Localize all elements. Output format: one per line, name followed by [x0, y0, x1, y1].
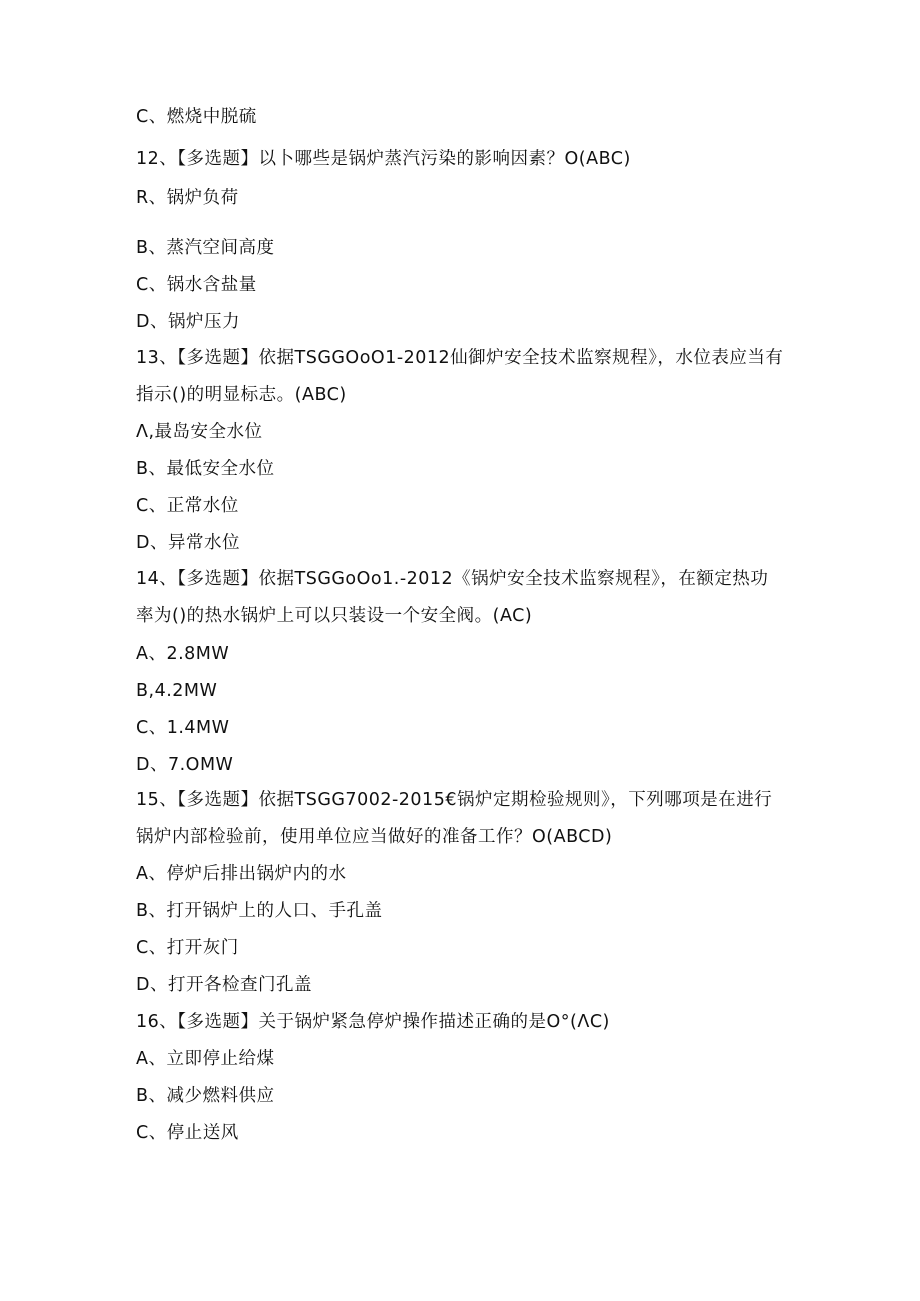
option-b-q16: B、减少燃料供应: [136, 1086, 275, 1106]
option-c-q12: C、锅水含盐量: [136, 275, 257, 295]
question-13-line2: 指示()的明显标志。(ABC): [136, 385, 347, 405]
option-a-q15: A、停炉后排出锅炉内的水: [136, 864, 347, 884]
question-14-line2: 率为()的热水锅炉上可以只装设一个安全阀。(AC): [136, 606, 533, 626]
question-12: 12、【多选题】以卜哪些是锅炉蒸汽污染的影响因素？O(ABC): [136, 149, 631, 169]
question-13-line1: 13、【多选题】依据TSGGOoO1-2012仙御炉安全技术监察规程》，水位表应当有: [136, 348, 784, 368]
question-15-line2: 锅炉内部检验前，使用单位应当做好的准备工作？O(ABCD): [136, 827, 613, 847]
question-16: 16、【多选题】关于锅炉紧急停炉操作描述正确的是O°(ΛC): [136, 1012, 610, 1032]
option-a-q16: A、立即停止给煤: [136, 1049, 275, 1069]
option-c-q13: C、正常水位: [136, 496, 239, 516]
option-d-q15: D、打开各检查门孔盖: [136, 975, 312, 995]
option-c-q11: C、燃烧中脱硫: [136, 107, 257, 127]
option-d-q14: D、7.OMW: [136, 755, 234, 775]
option-b-q13: B、最低安全水位: [136, 459, 275, 479]
question-14-line1: 14、【多选题】依据TSGGoOo1.-2012《锅炉安全技术监察规程》，在额定热功: [136, 569, 769, 589]
option-b-q14: B,4.2MW: [136, 681, 218, 701]
option-b-q12: B、蒸汽空间高度: [136, 238, 275, 258]
option-d-q12: D、锅炉压力: [136, 312, 240, 332]
option-a-q14: A、2.8MW: [136, 644, 230, 664]
option-a-q12: R、锅炉负荷: [136, 188, 239, 208]
question-15-line1: 15、【多选题】依据TSGG7002-2015€锅炉定期检验规则》，下列哪项是在进行: [136, 790, 773, 810]
option-b-q15: B、打开锅炉上的人口、手孔盖: [136, 901, 383, 921]
option-a-q13: Λ,最岛安全水位: [136, 422, 263, 442]
option-c-q14: C、1.4MW: [136, 718, 230, 738]
option-c-q15: C、打开灰门: [136, 938, 239, 958]
option-c-q16: C、停止送风: [136, 1123, 239, 1143]
option-d-q13: D、异常水位: [136, 533, 240, 553]
